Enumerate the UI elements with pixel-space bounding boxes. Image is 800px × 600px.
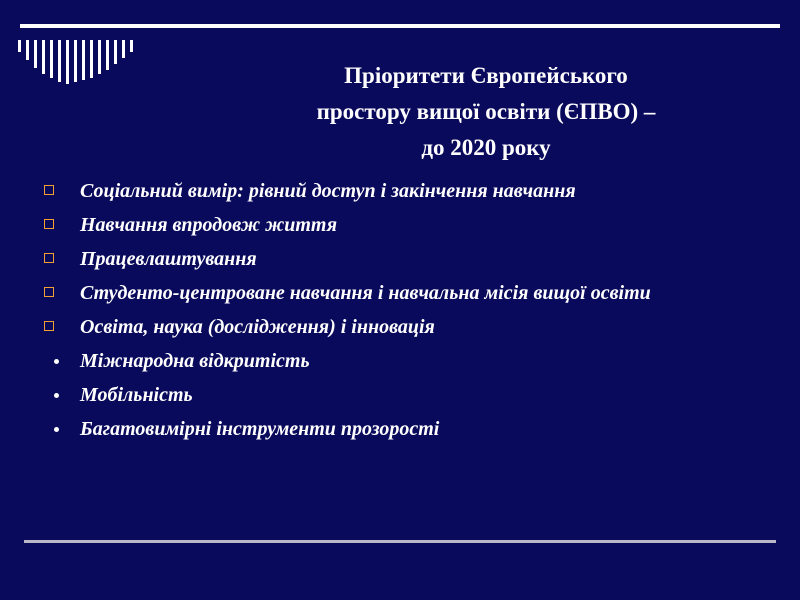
bullet-item <box>40 246 760 272</box>
square-bullet-icon <box>44 321 54 331</box>
bullet-item <box>40 212 760 238</box>
square-bullet-icon <box>44 253 54 263</box>
bottom-rule <box>24 540 776 543</box>
bullet-item <box>40 178 760 204</box>
dot-bullet-icon <box>54 427 59 432</box>
bullet-text: Багатовимірні інструменти прозорості <box>80 418 440 440</box>
dot-bullet-icon <box>54 359 59 364</box>
bullet-item <box>40 280 760 306</box>
bullet-list <box>40 178 760 450</box>
bullet-text: Студенто-центроване навчання і навчальна місія вищої освіти <box>80 282 651 304</box>
square-bullet-icon <box>44 185 54 195</box>
slide-title <box>236 58 736 166</box>
bullet-item <box>40 314 760 340</box>
bullet-text: Навчання впродовж життя <box>80 214 338 236</box>
bullet-text: Мобільність <box>80 384 193 406</box>
bullet-item <box>40 382 760 408</box>
title-line-1: Пріоритети Європейського <box>344 63 628 88</box>
bullet-text: Освіта, наука (дослідження) і інновація <box>80 316 435 338</box>
square-bullet-icon <box>44 287 54 297</box>
title-line-2: простору вищої освіти (ЄПВО) – <box>316 99 656 124</box>
bullet-item <box>40 348 760 374</box>
title-line-3: до 2020 року <box>421 135 551 160</box>
bullet-text: Працевлаштування <box>80 248 257 270</box>
decorative-stripes <box>0 0 140 100</box>
bullet-item <box>40 416 760 442</box>
bullet-text: Соціальний вимір: рівний доступ і закінчення навчання <box>80 180 576 202</box>
bullet-text: Міжнародна відкритість <box>80 350 310 372</box>
square-bullet-icon <box>44 219 54 229</box>
dot-bullet-icon <box>54 393 59 398</box>
